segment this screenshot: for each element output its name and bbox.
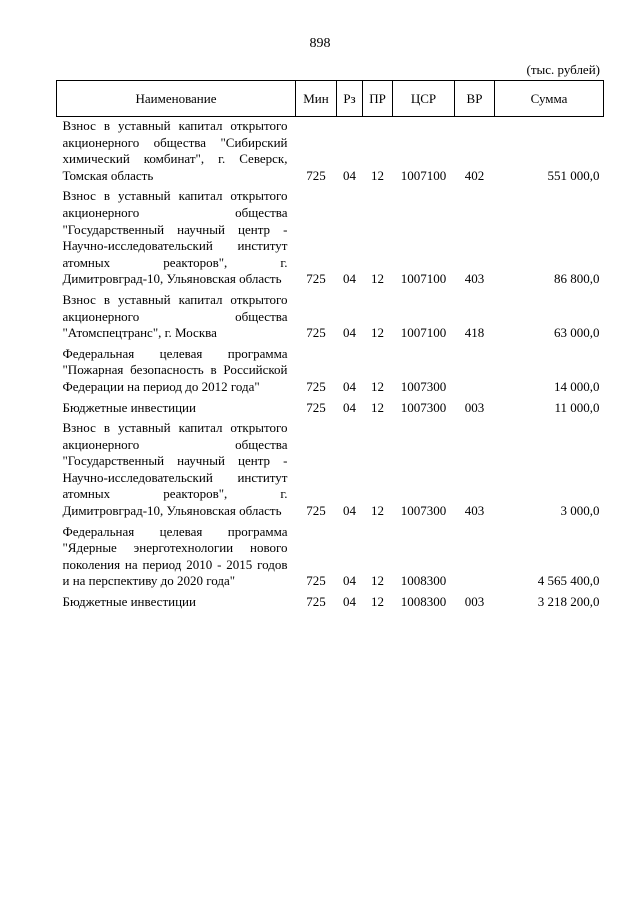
row-sum: 551 000,0	[547, 167, 600, 183]
row-min: 725	[306, 503, 326, 519]
header-csr: ЦСР	[393, 81, 455, 117]
table-row	[57, 117, 604, 188]
row-csr: 1007300	[400, 378, 447, 394]
row-csr: 1007100	[400, 167, 447, 183]
header-pr: ПР	[363, 81, 393, 117]
row-csr: 1007100	[400, 271, 447, 287]
row-vr	[455, 345, 495, 399]
row-rz: 04	[343, 325, 356, 341]
row-min: 725	[306, 573, 326, 589]
header-sum: Сумма	[495, 81, 604, 117]
row-rz: 04	[343, 573, 356, 589]
row-name: Бюджетные инвестиции	[62, 594, 196, 610]
row-vr: 003	[464, 594, 485, 610]
row-pr: 12	[371, 573, 384, 589]
row-rz: 04	[343, 503, 356, 519]
row-rz: 04	[343, 167, 356, 183]
row-name: Федеральная целевая программа "Пожарная безопасность в Российской Федерации на период до 2012 года"	[62, 345, 288, 394]
row-rz: 04	[343, 271, 356, 287]
header-name: Наименование	[57, 81, 296, 117]
row-sum: 14 000,0	[554, 378, 600, 394]
header-vr: ВР	[455, 81, 495, 117]
row-sum: 4 565 400,0	[537, 573, 600, 589]
row-pr: 12	[371, 594, 384, 610]
row-csr: 1007300	[400, 399, 447, 415]
header-rz: Рз	[337, 81, 363, 117]
page-number: 898	[309, 36, 331, 51]
row-name: Взнос в уставный капитал открытого акционерного общества "Сибирский химический комбинат", г. Северск, Томская область	[62, 118, 288, 183]
row-min: 725	[306, 271, 326, 287]
table-row	[57, 523, 604, 593]
table-row	[57, 419, 604, 523]
row-csr: 1008300	[400, 594, 447, 610]
row-name: Взнос в уставный капитал открытого акционерного общества "Государственный научный центр - Научно-исследовательский институт атомных реакторов", г. Димитровград-10, Ульяновская область	[62, 420, 288, 519]
table-row	[57, 399, 604, 420]
row-pr: 12	[371, 378, 384, 394]
table-row	[57, 593, 604, 614]
row-min: 725	[306, 378, 326, 394]
units-label: (тыс. рублей)	[526, 62, 600, 77]
row-vr: 403	[464, 503, 485, 519]
row-sum: 63 000,0	[554, 325, 600, 341]
row-min: 725	[306, 399, 326, 415]
table-row	[57, 291, 604, 345]
row-pr: 12	[371, 167, 384, 183]
row-csr: 1007100	[400, 325, 447, 341]
row-sum: 11 000,0	[554, 399, 600, 415]
row-vr: 402	[464, 167, 485, 183]
table-header-row	[57, 81, 604, 117]
row-rz: 04	[343, 378, 356, 394]
header-min: Мин	[296, 81, 337, 117]
table-row	[57, 345, 604, 399]
row-pr: 12	[371, 271, 384, 287]
budget-table	[56, 80, 604, 614]
row-name: Взнос в уставный капитал открытого акционерного общества "Государственный научный центр - Научно-исследовательский институт атомных реакторов", г. Димитровград-10, Ульяновская область	[62, 188, 288, 287]
row-name: Взнос в уставный капитал открытого акционерного общества "Атомспецтранс", г. Москва	[62, 291, 288, 341]
row-pr: 12	[371, 325, 384, 341]
row-rz: 04	[343, 399, 356, 415]
row-min: 725	[306, 167, 326, 183]
row-name: Федеральная целевая программа "Ядерные энерготехнологии нового поколения на период 2010 - 2015 годов и на перспективу до 2020 года"	[62, 523, 288, 589]
row-name: Бюджетные инвестиции	[62, 399, 196, 415]
row-vr: 403	[464, 271, 485, 287]
table-row	[57, 187, 604, 291]
row-min: 725	[306, 325, 326, 341]
row-pr: 12	[371, 503, 384, 519]
row-vr: 418	[464, 325, 485, 341]
row-sum: 3 000,0	[560, 503, 600, 519]
row-sum: 86 800,0	[554, 271, 600, 287]
row-csr: 1007300	[400, 503, 447, 519]
row-sum: 3 218 200,0	[537, 594, 600, 610]
row-pr: 12	[371, 399, 384, 415]
row-min: 725	[306, 594, 326, 610]
row-vr	[455, 523, 495, 593]
row-csr: 1008300	[400, 573, 447, 589]
row-rz: 04	[343, 594, 356, 610]
row-vr: 003	[464, 399, 485, 415]
